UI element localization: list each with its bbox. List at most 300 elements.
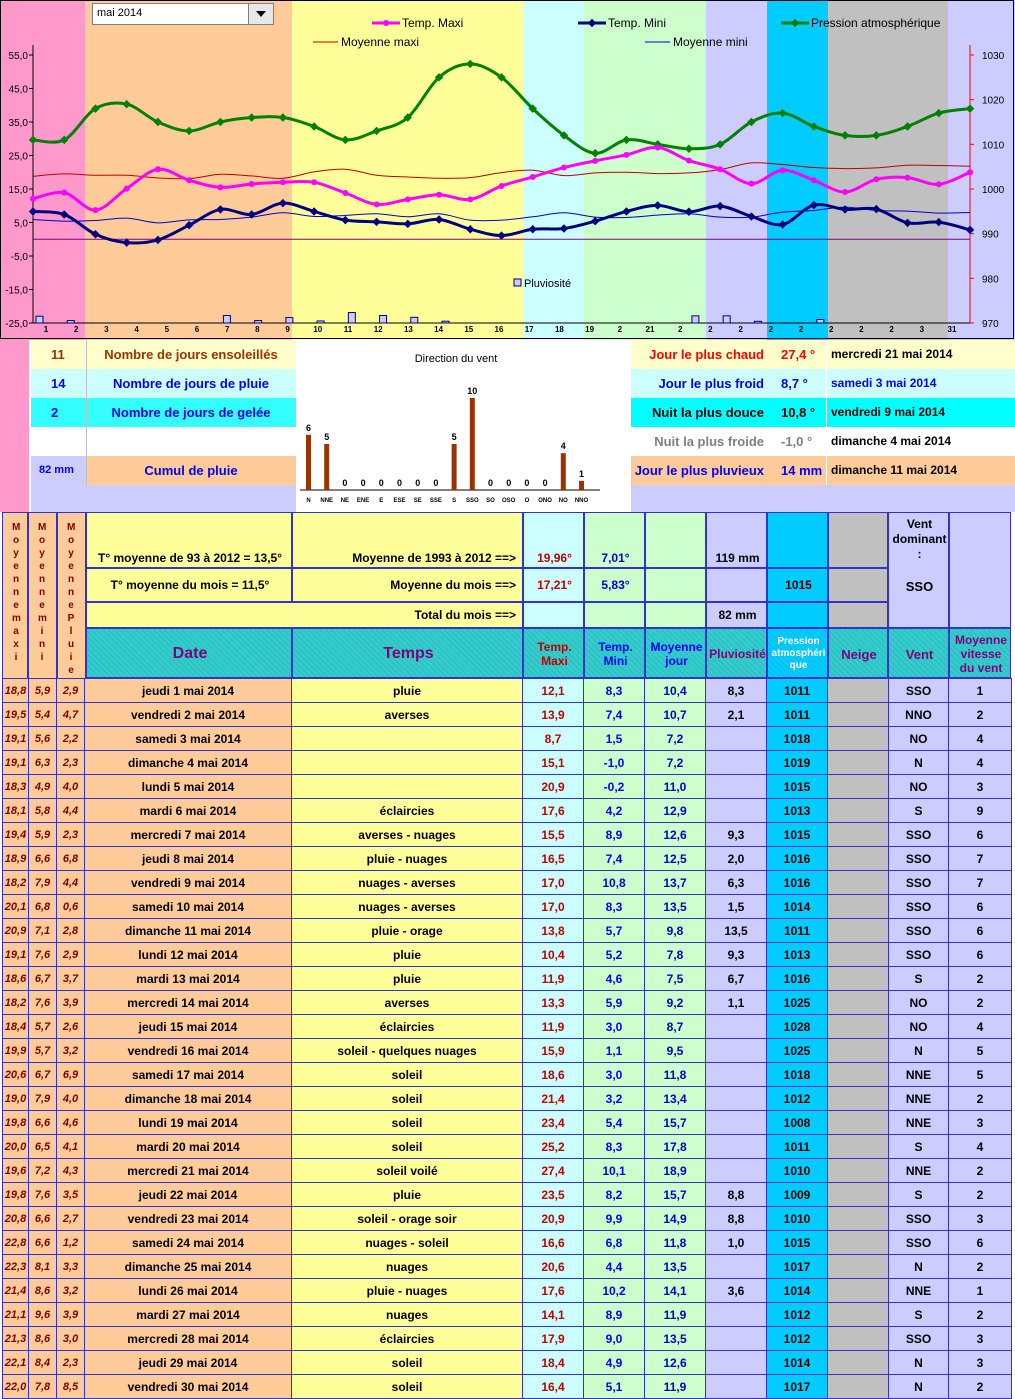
date-cell: mercredi 14 mai 2014 bbox=[85, 991, 292, 1015]
moy-jour-cell: 7,5 bbox=[645, 967, 706, 991]
wind-dir: SO bbox=[486, 498, 495, 504]
date-cell: dimanche 25 mai 2014 bbox=[85, 1255, 292, 1279]
stat-left-label: Cumul de pluie bbox=[144, 463, 238, 478]
rain-bar bbox=[411, 317, 418, 323]
y-right-tick: 1010 bbox=[982, 140, 1005, 152]
table-row bbox=[3, 943, 1012, 967]
wind-bar bbox=[561, 453, 566, 490]
pression-cell: 1011 bbox=[767, 919, 828, 943]
date-cell: jeudi 29 mai 2014 bbox=[85, 1351, 292, 1375]
moy-jour-cell: 7,2 bbox=[645, 727, 706, 751]
tmax-cell: 10,4 bbox=[523, 943, 584, 967]
stat-right-value: 8,7 ° bbox=[781, 376, 808, 391]
moy-mini-cell: 5,6 bbox=[29, 727, 57, 751]
vent-cell: N bbox=[889, 1255, 949, 1279]
pluviosite-cell: 8,8 bbox=[706, 1183, 767, 1207]
date-cell: mardi 13 mai 2014 bbox=[85, 967, 292, 991]
moy-mini-cell: 6,7 bbox=[29, 967, 57, 991]
tmax-point bbox=[61, 190, 67, 196]
table-row bbox=[3, 1087, 1012, 1111]
moy-maxi-cell: 19,9 bbox=[3, 1039, 29, 1063]
vitesse-cell: 9 bbox=[949, 799, 1012, 823]
tmax-point bbox=[842, 189, 848, 195]
tmax-point bbox=[561, 165, 567, 171]
stat-left-label: Nombre de jours ensoleillés bbox=[104, 347, 278, 362]
wind-dir: NNO bbox=[574, 498, 589, 504]
tmax-point bbox=[655, 144, 661, 150]
moy-jour-cell: 10,4 bbox=[645, 679, 706, 703]
pression-cell: 1013 bbox=[767, 799, 828, 823]
neige-cell bbox=[828, 679, 889, 703]
total-label-cell bbox=[86, 602, 523, 628]
pression-cell: 1015 bbox=[767, 1231, 828, 1255]
moy-jour-cell: 13,5 bbox=[645, 1255, 706, 1279]
x-tick: 2 bbox=[708, 325, 713, 334]
moy-pluie-cell: 3,0 bbox=[57, 1327, 85, 1351]
x-tick: 4 bbox=[134, 325, 139, 334]
moy-maxi-cell: 18,2 bbox=[3, 991, 29, 1015]
table-row bbox=[3, 1135, 1012, 1159]
temps-cell bbox=[292, 727, 523, 751]
tmax-point bbox=[811, 177, 817, 183]
moy-mini-cell: 5,8 bbox=[29, 799, 57, 823]
temps-cell: nuages - averses bbox=[292, 871, 523, 895]
moy-mini-cell: 6,5 bbox=[29, 1135, 57, 1159]
moy-pluie-cell: 2,2 bbox=[57, 727, 85, 751]
moy-mini-cell: 7,6 bbox=[29, 991, 57, 1015]
moy-mini-cell: 8,4 bbox=[29, 1351, 57, 1375]
x-tick: 16 bbox=[494, 325, 504, 334]
vitesse-cell: 5 bbox=[949, 1039, 1012, 1063]
temps-cell: soleil - orage soir bbox=[292, 1207, 523, 1231]
temps-cell: éclaircies bbox=[292, 1327, 523, 1351]
x-tick: 9 bbox=[285, 325, 290, 334]
pression-cell: 1012 bbox=[767, 1087, 828, 1111]
temps-cell: pluie - nuages bbox=[292, 1279, 523, 1303]
moy-pluie-cell: 6,8 bbox=[57, 847, 85, 871]
table-row bbox=[3, 871, 1012, 895]
x-tick: 3 bbox=[104, 325, 109, 334]
stat-left-row bbox=[31, 369, 296, 398]
pression-cell: 1017 bbox=[767, 1375, 828, 1399]
x-tick: 2 bbox=[828, 325, 834, 334]
pluviosite-cell: 9,3 bbox=[706, 823, 767, 847]
table-row bbox=[3, 1111, 1012, 1135]
x-tick: 2 bbox=[768, 325, 774, 334]
column-header-label: Temp. Mini bbox=[598, 640, 633, 668]
moy-mini-cell: 5,9 bbox=[29, 679, 57, 703]
date-cell: mercredi 28 mai 2014 bbox=[85, 1327, 292, 1351]
pression-cell: 1011 bbox=[767, 1135, 828, 1159]
pluviosite-cell: 1,5 bbox=[706, 895, 767, 919]
tmax-cell: 8,7 bbox=[523, 727, 584, 751]
y-right-tick: 970 bbox=[982, 319, 999, 330]
neige-cell bbox=[828, 1231, 889, 1255]
neige-cell bbox=[828, 919, 889, 943]
wind-dir: ESE bbox=[393, 498, 406, 504]
table-row bbox=[3, 703, 1012, 727]
neige-cell bbox=[828, 871, 889, 895]
moy-ref-pluie: 119 mm bbox=[715, 551, 760, 565]
moy-ref-pluie-cell bbox=[706, 512, 767, 568]
vent-cell: S bbox=[889, 967, 949, 991]
table-row bbox=[3, 1039, 1012, 1063]
moy-pluie-cell: 4,1 bbox=[57, 1135, 85, 1159]
neige-cell bbox=[828, 1279, 889, 1303]
tmin-cell: 3,0 bbox=[584, 1063, 645, 1087]
vertical-header-text: Moyenne mini bbox=[38, 522, 47, 663]
t-moy-mois-cell bbox=[86, 568, 292, 602]
total-pluie: 82 mm bbox=[718, 608, 757, 622]
stat-right-value: 14 mm bbox=[781, 463, 823, 478]
temps-cell: soleil bbox=[292, 1351, 523, 1375]
vitesse-cell: 6 bbox=[949, 943, 1012, 967]
date-cell: vendredi 30 mai 2014 bbox=[85, 1375, 292, 1399]
tmax-point bbox=[717, 166, 723, 172]
column-header-label: Moyenne jour bbox=[650, 640, 703, 668]
moy-pluie-cell: 2,8 bbox=[57, 919, 85, 943]
moy-pluie-cell: 0,6 bbox=[57, 895, 85, 919]
tmin-cell: 7,4 bbox=[584, 847, 645, 871]
vent-cell: NNE bbox=[889, 1111, 949, 1135]
temps-cell: nuages - soleil bbox=[292, 1231, 523, 1255]
vent-cell: NO bbox=[889, 775, 949, 799]
moy-mini-cell: 5,7 bbox=[29, 1015, 57, 1039]
pression-cell: 1013 bbox=[767, 943, 828, 967]
tmin-cell: 3,0 bbox=[584, 1015, 645, 1039]
temps-cell: soleil bbox=[292, 1087, 523, 1111]
temps-cell: éclaircies bbox=[292, 1015, 523, 1039]
vitesse-cell: 3 bbox=[949, 1207, 1012, 1231]
total-tmax-cell bbox=[523, 602, 584, 628]
tmax-point bbox=[592, 158, 598, 164]
tmin-cell: 6,8 bbox=[584, 1231, 645, 1255]
stat-right-label: Jour le plus chaud bbox=[649, 347, 764, 362]
rain-bar bbox=[380, 315, 387, 323]
pression-cell: 1019 bbox=[767, 751, 828, 775]
tmax-cell: 15,5 bbox=[523, 823, 584, 847]
date-cell: samedi 10 mai 2014 bbox=[85, 895, 292, 919]
wind-dir: ONO bbox=[538, 498, 552, 504]
moy-mois-label: Moyenne du mois ==> bbox=[390, 578, 516, 592]
column-header-label: Temp. Maxi bbox=[537, 640, 572, 668]
vent-dominant-cell bbox=[888, 512, 949, 628]
x-tick: 14 bbox=[434, 325, 444, 334]
neige-cell bbox=[828, 1015, 889, 1039]
moy-mini-cell: 6,3 bbox=[29, 751, 57, 775]
pluviosite-cell bbox=[706, 1135, 767, 1159]
tmax-cell: 13,3 bbox=[523, 991, 584, 1015]
pluviosite-cell: 9,3 bbox=[706, 943, 767, 967]
moy-mini-cell: 6,7 bbox=[29, 1063, 57, 1087]
moy-mini-cell: 6,6 bbox=[29, 1111, 57, 1135]
table-row bbox=[3, 1279, 1012, 1303]
tmax-cell: 17,6 bbox=[523, 1279, 584, 1303]
stat-right-date: mercredi 21 mai 2014 bbox=[831, 347, 953, 361]
wind-bar bbox=[324, 444, 329, 490]
pluviosite-cell bbox=[706, 1159, 767, 1183]
moy-pluie-cell: 2,3 bbox=[57, 751, 85, 775]
moy-jour-cell: 12,9 bbox=[645, 799, 706, 823]
tmin-cell: -0,2 bbox=[584, 775, 645, 799]
tmin-cell: 4,6 bbox=[584, 967, 645, 991]
moy-maxi-cell: 19,5 bbox=[3, 703, 29, 727]
date-cell: dimanche 18 mai 2014 bbox=[85, 1087, 292, 1111]
vent-cell: N bbox=[889, 751, 949, 775]
rain-bar bbox=[348, 313, 355, 323]
tmin-cell: 5,2 bbox=[584, 943, 645, 967]
pression-cell: 1025 bbox=[767, 1039, 828, 1063]
band-4 bbox=[584, 0, 706, 340]
tmax-cell: 23,5 bbox=[523, 1183, 584, 1207]
moy-pluie-cell: 3,7 bbox=[57, 967, 85, 991]
pluviosite-cell bbox=[706, 1111, 767, 1135]
tmax-point bbox=[92, 207, 98, 213]
date-cell: jeudi 1 mai 2014 bbox=[85, 679, 292, 703]
column-header-label: Date bbox=[172, 645, 208, 662]
tmin-cell: 10,1 bbox=[584, 1159, 645, 1183]
x-tick: 6 bbox=[194, 325, 200, 334]
pluviosite-cell: 1,1 bbox=[706, 991, 767, 1015]
pression-cell: 1016 bbox=[767, 967, 828, 991]
tmax-point bbox=[936, 181, 942, 187]
vitesse-cell: 5 bbox=[949, 1063, 1012, 1087]
tmax-point bbox=[686, 158, 692, 164]
y-left-tick: 15,0 bbox=[8, 185, 28, 196]
wind-dir: NO bbox=[558, 498, 568, 504]
moy-pluie-cell: 8,5 bbox=[57, 1375, 85, 1399]
pression-cell: 1008 bbox=[767, 1111, 828, 1135]
band-1 bbox=[85, 0, 292, 340]
y-right-tick: 980 bbox=[982, 274, 999, 286]
pression-cell: 1015 bbox=[767, 775, 828, 799]
moy-jour-cell: 14,9 bbox=[645, 1207, 706, 1231]
tmax-point bbox=[530, 174, 536, 180]
x-tick: 21 bbox=[645, 325, 655, 334]
moy-jour-cell: 10,7 bbox=[645, 703, 706, 727]
tmax-cell: 27,4 bbox=[523, 1159, 584, 1183]
table-row bbox=[3, 1015, 1012, 1039]
stat-right-label: Jour le plus froid bbox=[658, 376, 764, 391]
y-left-tick: 5,0 bbox=[14, 218, 28, 230]
tmax-cell: 14,1 bbox=[523, 1303, 584, 1327]
moy-pluie-cell: 3,2 bbox=[57, 1279, 85, 1303]
moy-ref-press-cell bbox=[767, 512, 828, 568]
neige-cell bbox=[828, 1159, 889, 1183]
tmax-point bbox=[905, 175, 911, 181]
moy-pluie-cell: 2,6 bbox=[57, 1015, 85, 1039]
pression-cell: 1017 bbox=[767, 1255, 828, 1279]
x-tick: 31 bbox=[947, 325, 957, 334]
wind-value: 10 bbox=[467, 386, 478, 396]
date-cell: samedi 17 mai 2014 bbox=[85, 1063, 292, 1087]
neige-cell bbox=[828, 775, 889, 799]
tmax-point bbox=[623, 152, 629, 158]
moy-pluie-cell: 3,9 bbox=[57, 991, 85, 1015]
y-right-tick: 990 bbox=[982, 229, 999, 241]
stats-panel bbox=[0, 340, 1015, 512]
vent-cell: NNE bbox=[889, 1063, 949, 1087]
moy-pluie-cell: 2,3 bbox=[57, 1351, 85, 1375]
neige-cell bbox=[828, 895, 889, 919]
x-tick: 1 bbox=[43, 325, 49, 334]
tmax-point bbox=[124, 186, 130, 192]
vitesse-cell: 2 bbox=[949, 703, 1012, 727]
moy-pluie-cell: 3,3 bbox=[57, 1255, 85, 1279]
wind-value: 5 bbox=[324, 432, 330, 442]
wind-dir: N bbox=[306, 498, 311, 504]
wind-chart-title: Direction du vent bbox=[414, 353, 498, 365]
tmax-cell: 13,8 bbox=[523, 919, 584, 943]
moy-ref-tmin: 7,01° bbox=[601, 551, 630, 565]
moy-maxi-cell: 22,8 bbox=[3, 1231, 29, 1255]
moy-pluie-cell: 2,7 bbox=[57, 1207, 85, 1231]
stat-left-value: 82 mm bbox=[39, 464, 74, 476]
vent-cell: NNE bbox=[889, 1159, 949, 1183]
x-tick: 15 bbox=[464, 325, 474, 334]
wind-value: 0 bbox=[378, 478, 384, 488]
tmax-cell: 17,0 bbox=[523, 895, 584, 919]
chevron-down-icon bbox=[256, 11, 266, 17]
tmin-cell: 8,9 bbox=[584, 1303, 645, 1327]
tmax-cell: 16,4 bbox=[523, 1375, 584, 1399]
stat-right-value: 27,4 ° bbox=[781, 347, 816, 362]
vitesse-cell: 1 bbox=[949, 1279, 1012, 1303]
wind-value: 0 bbox=[506, 478, 512, 488]
total-tmin-cell bbox=[584, 602, 645, 628]
neige-cell bbox=[828, 1255, 889, 1279]
temps-cell: pluie bbox=[292, 943, 523, 967]
vertical-header-moy-mini bbox=[28, 512, 57, 679]
pression-cell: 1010 bbox=[767, 1159, 828, 1183]
vitesse-cell: 2 bbox=[949, 1087, 1012, 1111]
vitesse-cell: 3 bbox=[949, 1351, 1012, 1375]
moy-mois-press-cell bbox=[767, 568, 828, 602]
column-header-label: Pluviosité bbox=[709, 647, 766, 661]
date-cell: lundi 12 mai 2014 bbox=[85, 943, 292, 967]
stat-left-row bbox=[31, 340, 296, 369]
vent-cell: N bbox=[889, 1375, 949, 1399]
temps-cell: pluie bbox=[292, 679, 523, 703]
pluviosite-cell: 2,0 bbox=[706, 847, 767, 871]
tmin-cell: 10,8 bbox=[584, 871, 645, 895]
rain-bar bbox=[286, 318, 293, 323]
pression-cell: 1025 bbox=[767, 991, 828, 1015]
moy-jour-cell: 11,9 bbox=[645, 1375, 706, 1399]
x-tick: 2 bbox=[73, 325, 79, 334]
moy-pluie-cell: 4,4 bbox=[57, 871, 85, 895]
moy-pluie-cell: 6,9 bbox=[57, 1063, 85, 1087]
legend-pression: Pression atmosphérique bbox=[811, 16, 941, 30]
date-cell: vendredi 2 mai 2014 bbox=[85, 703, 292, 727]
vitesse-cell: 3 bbox=[949, 775, 1012, 799]
tmin-cell: 3,2 bbox=[584, 1087, 645, 1111]
moy-mini-cell: 6,6 bbox=[29, 1207, 57, 1231]
dropdown-button[interactable] bbox=[248, 4, 273, 24]
tmax-point bbox=[217, 184, 223, 190]
moy-maxi-cell: 21,4 bbox=[3, 1279, 29, 1303]
moy-maxi-cell: 20,6 bbox=[3, 1063, 29, 1087]
vitesse-cell: 4 bbox=[949, 1015, 1012, 1039]
date-cell: mercredi 7 mai 2014 bbox=[85, 823, 292, 847]
wind-dir: E bbox=[379, 498, 384, 504]
table-row bbox=[3, 1231, 1012, 1255]
rain-bar bbox=[317, 321, 324, 323]
rain-bar bbox=[36, 316, 43, 323]
stat-left-filler bbox=[31, 485, 296, 512]
column-header-vent bbox=[888, 628, 949, 678]
moy-pluie-cell: 4,7 bbox=[57, 703, 85, 727]
vent-cell: N bbox=[889, 1351, 949, 1375]
pression-cell: 1010 bbox=[767, 1207, 828, 1231]
date-cell: jeudi 15 mai 2014 bbox=[85, 1015, 292, 1039]
y-right-tick: 1030 bbox=[982, 51, 1005, 62]
stat-left-row bbox=[31, 456, 296, 485]
vent-cell: S bbox=[889, 799, 949, 823]
pression-cell: 1028 bbox=[767, 1015, 828, 1039]
tmin-cell: 4,2 bbox=[584, 799, 645, 823]
moy-maxi-cell: 19,4 bbox=[3, 823, 29, 847]
wind-dir: OSO bbox=[502, 498, 516, 504]
tmin-cell: 8,3 bbox=[584, 679, 645, 703]
table-row bbox=[3, 1351, 1012, 1375]
summary-header bbox=[0, 512, 1015, 679]
neige-cell bbox=[828, 1087, 889, 1111]
pluviosite-cell bbox=[706, 1303, 767, 1327]
stat-left-value: 2 bbox=[51, 405, 59, 420]
moy-jour-cell: 18,9 bbox=[645, 1159, 706, 1183]
temps-cell: pluie - orage bbox=[292, 919, 523, 943]
moy-mini-cell: 7,6 bbox=[29, 943, 57, 967]
moy-mini-cell: 7,8 bbox=[29, 1375, 57, 1399]
vitesse-cell: 4 bbox=[949, 727, 1012, 751]
pluviosite-cell bbox=[706, 1039, 767, 1063]
moy-maxi-cell: 22,1 bbox=[3, 1351, 29, 1375]
column-header-date bbox=[86, 628, 292, 678]
moy-mois-neige-cell bbox=[828, 568, 888, 602]
tmax-point bbox=[374, 201, 380, 207]
pression-cell: 1012 bbox=[767, 1327, 828, 1351]
tmin-cell: 8,3 bbox=[584, 895, 645, 919]
pression-cell: 1018 bbox=[767, 727, 828, 751]
date-cell: samedi 24 mai 2014 bbox=[85, 1231, 292, 1255]
pluviosite-cell: 6,3 bbox=[706, 871, 767, 895]
y-left-tick: -5,0 bbox=[10, 252, 28, 263]
column-header-pluv bbox=[706, 628, 767, 678]
legend-pluvio-swatch bbox=[514, 279, 521, 286]
stat-right-row bbox=[631, 456, 1015, 485]
tmax-point bbox=[311, 179, 317, 185]
stat-left-label: Nombre de jours de pluie bbox=[112, 376, 270, 391]
moy-pluie-cell: 1,2 bbox=[57, 1231, 85, 1255]
moy-pluie-cell: 2,3 bbox=[57, 823, 85, 847]
vitesse-cell: 6 bbox=[949, 919, 1012, 943]
wind-dir: S bbox=[452, 498, 457, 504]
date-cell: lundi 26 mai 2014 bbox=[85, 1279, 292, 1303]
table-row bbox=[3, 919, 1012, 943]
moy-pluie-cell: 3,9 bbox=[57, 1303, 85, 1327]
pluviosite-cell bbox=[706, 751, 767, 775]
stat-left-label bbox=[101, 427, 281, 456]
temps-cell bbox=[292, 775, 523, 799]
vent-cell: SSO bbox=[889, 895, 949, 919]
legend-pluvio: Pluviosité bbox=[524, 278, 572, 290]
tmax-cell: 16,5 bbox=[523, 847, 584, 871]
tmax-cell: 23,4 bbox=[523, 1111, 584, 1135]
month-dropdown[interactable] bbox=[92, 3, 274, 25]
pluviosite-cell: 6,7 bbox=[706, 967, 767, 991]
x-tick: 12 bbox=[373, 325, 383, 334]
